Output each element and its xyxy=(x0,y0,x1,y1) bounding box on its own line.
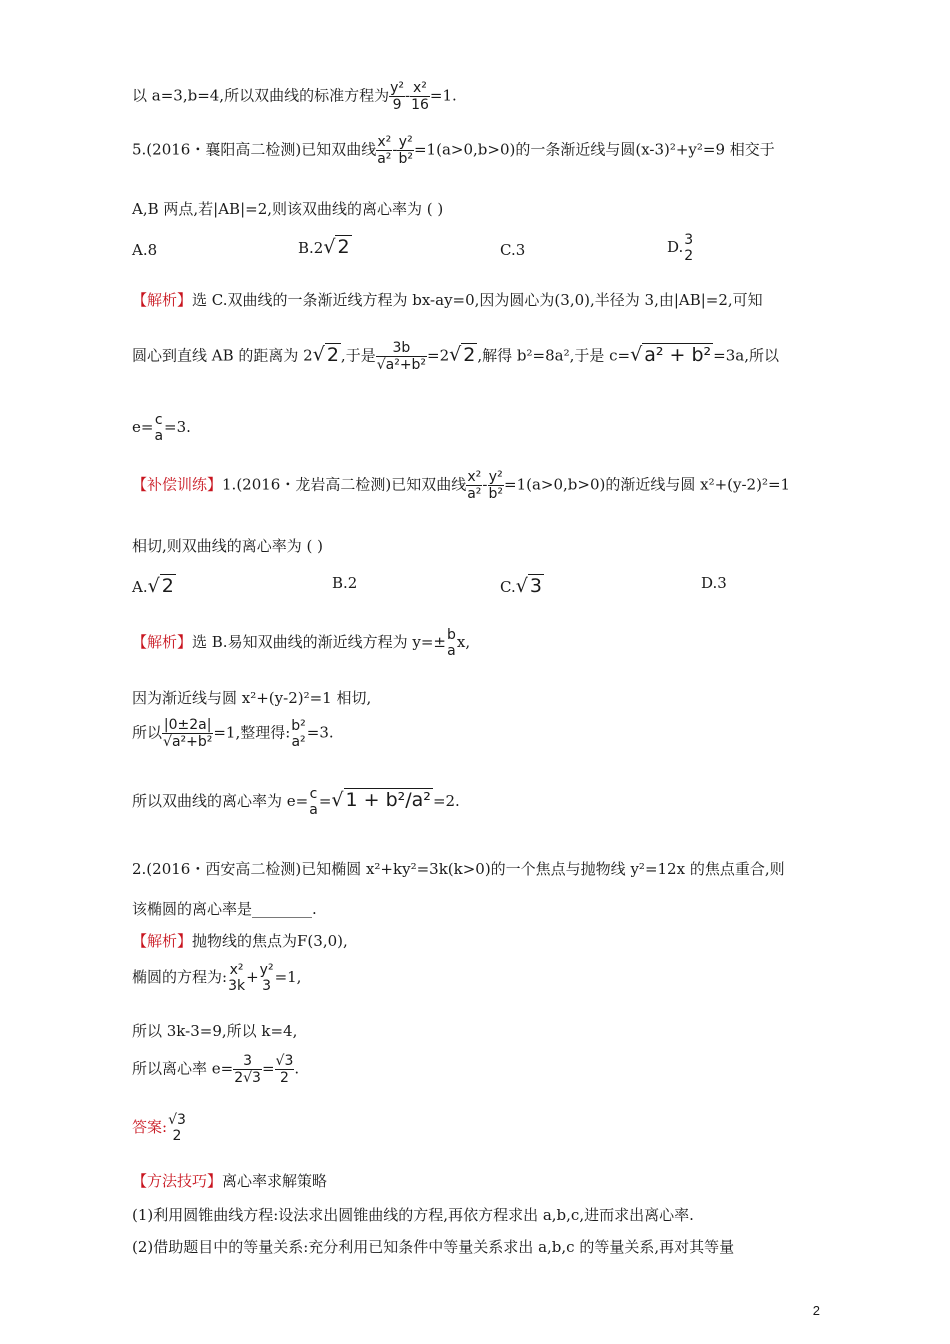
analysis-line xyxy=(132,786,460,818)
fraction xyxy=(683,232,694,264)
analysis-line xyxy=(132,930,348,951)
answer-tag: 答案: xyxy=(132,1118,168,1137)
analysis-line xyxy=(132,1053,299,1086)
method-tip-heading xyxy=(132,1170,327,1191)
option-b: B.2 xyxy=(332,574,358,592)
sqrt: √ 2 xyxy=(312,343,339,366)
text: 所以双曲线的离心率为 e= xyxy=(132,792,309,811)
analysis-line xyxy=(132,627,470,659)
fraction xyxy=(227,962,246,994)
fraction xyxy=(397,134,414,167)
numerator: y² xyxy=(488,469,503,485)
fraction xyxy=(488,469,505,502)
text: B.2 xyxy=(298,239,324,257)
denominator: a² xyxy=(291,733,306,750)
text: 所以 xyxy=(132,723,163,742)
numerator: 3b xyxy=(376,340,427,357)
fraction xyxy=(162,717,213,750)
fraction xyxy=(466,469,482,502)
text: =1,整理得: xyxy=(213,723,291,742)
analysis-tag: 【解析】 xyxy=(132,633,193,652)
analysis-tag: 【解析】 xyxy=(132,291,193,309)
fraction xyxy=(308,786,319,818)
denominator: 3 xyxy=(262,978,272,995)
text: x, xyxy=(456,633,471,652)
numerator: y² xyxy=(390,80,404,96)
numerator: x² xyxy=(410,80,430,97)
operator: + xyxy=(246,968,259,987)
analysis-line xyxy=(132,962,301,994)
denominator: a² xyxy=(377,151,392,168)
supplementary-question xyxy=(132,469,790,502)
denominator: 2 xyxy=(684,248,694,265)
numerator: √3 xyxy=(168,1112,186,1128)
text: 1.(2016・龙岩高二检测)已知双曲线 xyxy=(222,475,467,494)
text: ,于是 xyxy=(340,346,376,365)
text: C. xyxy=(500,578,516,596)
text: =1(a>0,b>0)的一条渐近线与圆(x-3)²+y²=9 相交于 xyxy=(413,140,775,159)
fraction xyxy=(153,412,164,444)
denominator: 3k xyxy=(228,978,246,995)
supplementary-tag: 【补偿训练】 xyxy=(132,475,223,494)
numerator: b² xyxy=(291,717,306,734)
analysis-line xyxy=(132,717,334,750)
text: 5.(2016・襄阳高二检测)已知双曲线 xyxy=(132,140,377,159)
denominator: b² xyxy=(398,151,413,168)
option-c: C.3 xyxy=(500,241,526,259)
denominator: 2 xyxy=(172,1128,182,1145)
text: = xyxy=(318,792,332,811)
text: 离心率求解策略 xyxy=(222,1172,328,1190)
denominator: a xyxy=(154,428,164,445)
radicand: 2 xyxy=(337,236,350,258)
numerator: b xyxy=(446,627,456,643)
text: =3. xyxy=(164,418,191,437)
fraction xyxy=(233,1053,262,1086)
numerator: x² xyxy=(467,469,482,485)
denominator: 16 xyxy=(411,97,429,114)
option-a xyxy=(132,575,176,597)
fraction xyxy=(446,627,457,659)
text: =1, xyxy=(274,968,302,987)
radicand: a² + b² xyxy=(644,343,712,366)
analysis-line xyxy=(132,340,779,373)
text: 抛物线的焦点为F(3,0), xyxy=(192,932,348,950)
sqrt: √ 2 xyxy=(323,236,350,258)
analysis-line: 因为渐近线与圆 x²+(y-2)²=1 相切, xyxy=(132,689,372,707)
text: 椭圆的方程为: xyxy=(132,968,228,987)
radicand: 2 xyxy=(161,575,174,597)
text: = xyxy=(261,1059,275,1078)
numerator: 3 xyxy=(233,1053,262,1070)
operator: - xyxy=(392,140,398,159)
analysis-line xyxy=(132,289,763,310)
fraction xyxy=(376,340,427,373)
text: e= xyxy=(132,418,154,437)
denominator: √a²+b² xyxy=(376,357,427,374)
denominator: 2 xyxy=(280,1070,289,1087)
numerator: y² xyxy=(259,962,274,978)
analysis-line: 所以 3k-3=9,所以 k=4, xyxy=(132,1022,298,1040)
page-number: 2 xyxy=(812,1303,820,1318)
analysis-tag: 【解析】 xyxy=(132,932,193,950)
fraction xyxy=(290,718,307,750)
numerator: √3 xyxy=(275,1053,294,1069)
numerator: c xyxy=(309,786,318,802)
sqrt: √ 3 xyxy=(515,575,542,597)
denominator: 9 xyxy=(392,97,402,114)
numerator: y² xyxy=(398,134,413,150)
radicand: 2 xyxy=(463,343,476,366)
numerator: c xyxy=(154,412,163,428)
numerator: 3 xyxy=(684,232,694,248)
fraction xyxy=(167,1112,187,1144)
text: =2 xyxy=(427,346,450,365)
text: 以 a=3,b=4,所以双曲线的标准方程为 xyxy=(132,86,390,105)
method-tip-line: (2)借助题目中的等量关系:充分利用已知条件中等量关系求出 a,b,c 的等量关系,再对其等量 xyxy=(132,1238,735,1256)
method-tag: 【方法技巧】 xyxy=(132,1172,223,1190)
numerator: |0±2a| xyxy=(163,717,212,733)
operator: - xyxy=(404,86,411,105)
text: A. xyxy=(132,578,148,596)
sqrt: √ 2 xyxy=(449,343,476,366)
fraction xyxy=(259,962,275,994)
numerator: x² xyxy=(377,134,392,150)
denominator: b² xyxy=(488,486,503,503)
text: . xyxy=(294,1059,300,1078)
analysis-line xyxy=(132,412,191,444)
option-d: D.3 xyxy=(701,574,727,592)
radicand: 3 xyxy=(529,575,542,597)
operator: - xyxy=(482,475,488,494)
radicand: 2 xyxy=(326,343,339,366)
question-2-stem-cont: 该椭圆的离心率是________. xyxy=(132,900,317,918)
text: 所以离心率 e= xyxy=(132,1059,234,1078)
sqrt: √ 2 xyxy=(147,575,174,597)
numerator: x² xyxy=(229,962,244,978)
question-5-stem-cont: A,B 两点,若|AB|=2,则该双曲线的离心率为 ( ) xyxy=(132,200,444,218)
radicand: 1 + b²/a² xyxy=(345,789,431,812)
text: =3. xyxy=(306,723,334,742)
sqrt: √ a² + b² xyxy=(630,343,712,366)
denominator: a xyxy=(309,802,318,819)
text: ,解得 b²=8a²,于是 c= xyxy=(477,346,631,365)
question-5-stem xyxy=(132,134,775,167)
text: =3a,所以 xyxy=(713,346,779,365)
radicand: a²+b² xyxy=(171,734,213,751)
answer-line xyxy=(132,1112,187,1144)
denominator: a² xyxy=(467,486,482,503)
text-line xyxy=(132,80,457,113)
method-tip-line: (1)利用圆锥曲线方程:设法求出圆锥曲线的方程,再依方程求出 a,b,c,进而求出离心率. xyxy=(132,1206,694,1224)
text: 选 B.易知双曲线的渐近线方程为 y=± xyxy=(192,633,446,652)
text: 选 C.双曲线的一条渐近线方程为 bx-ay=0,因为圆心为(3,0),半径为 3,由|AB|=2,可知 xyxy=(192,291,763,309)
denominator: a xyxy=(447,643,456,660)
fraction xyxy=(410,80,430,113)
fraction xyxy=(275,1053,295,1086)
text: =2. xyxy=(432,792,460,811)
option-d xyxy=(667,232,694,264)
question-2-stem: 2.(2016・西安高二检测)已知椭圆 x²+ky²=3k(k>0)的一个焦点与抛物线 y²=12x 的焦点重合,则 xyxy=(132,860,785,878)
text: =1. xyxy=(429,86,457,105)
radicand: a²+b² xyxy=(385,357,427,374)
fraction xyxy=(376,134,392,167)
text: D. xyxy=(667,238,684,257)
text: 圆心到直线 AB 的距离为 2 xyxy=(132,346,313,365)
text: =1(a>0,b>0)的渐近线与圆 x²+(y-2)²=1 xyxy=(504,475,791,494)
sqrt: √ 1 + b²/a² xyxy=(331,789,431,812)
option-a: A.8 xyxy=(132,241,158,259)
option-c xyxy=(500,575,544,597)
denominator: √a²+b² xyxy=(163,734,213,751)
fraction xyxy=(389,80,405,113)
supplementary-question-cont: 相切,则双曲线的离心率为 ( ) xyxy=(132,537,324,555)
option-b xyxy=(298,236,352,258)
denominator: 2√3 xyxy=(234,1070,261,1087)
